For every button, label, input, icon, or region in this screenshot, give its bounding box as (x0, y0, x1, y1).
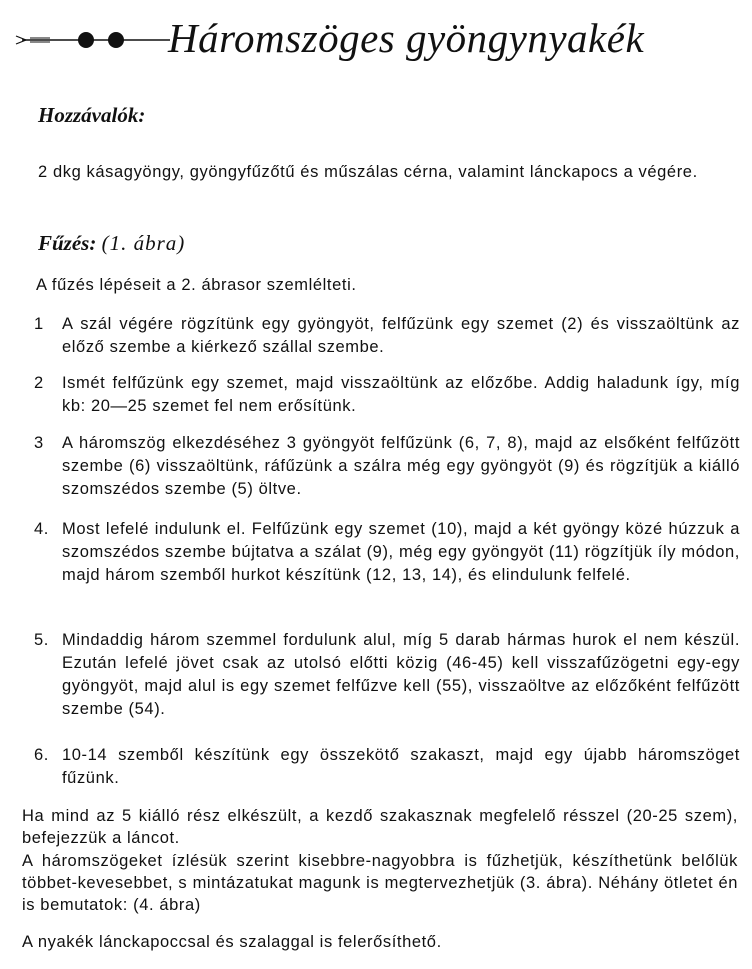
step-number: 5. (34, 631, 49, 649)
ingredients-text: 2 dkg kásagyöngy, gyöngyfűzőtű és műszálas cérna, valamint lánckapocs a végére. (38, 163, 698, 181)
step-number: 1 (34, 315, 44, 333)
step-item (34, 432, 740, 501)
step-item (34, 372, 740, 418)
step-number: 2 (34, 374, 44, 392)
step-item (34, 629, 740, 721)
closing-paragraph: A nyakék lánckapoccsal és szalaggal is felerősíthető. (22, 933, 442, 951)
step-number: 6. (34, 746, 49, 764)
threading-heading-label: Fűzés: (38, 231, 97, 255)
step-number: 3 (34, 434, 44, 452)
step-text: A szál végére rögzítünk egy gyöngyöt, felfűzünk egy szemet (2) és visszaöltünk az előző szembe a kiérkező szállal szembe. (62, 315, 740, 356)
step-text: Most lefelé indulunk el. Felfűzünk egy szemet (10), majd a két gyöngy közé húzzuk a szomszédos szembe bújtatva a szálat (9), még egy gyöngyöt (11) rögzítjük íly módon, majd három szemből hurkot készítünk (12, 13, 14), és elindulunk felfelé. (62, 520, 740, 584)
page-title: Háromszöges gyöngynyakék (168, 15, 645, 61)
bead-ornament-icon (14, 30, 174, 50)
closing-paragraph: A háromszögeket ízlésük szerint kisebbre-nagyobbra is fűzhetjük, készíthetünk belőlük többet-kevesebbet, s mintázatukat magunk is megtervezhetjük (3. ábra). Néhány ötletet én is bemutatok: (4. ábra) (22, 852, 738, 914)
step-item (34, 518, 740, 587)
threading-heading (38, 231, 185, 256)
page-header (14, 8, 744, 64)
step-text: Ismét felfűzünk egy szemet, majd visszaöltünk az előzőbe. Addig haladunk így, míg kb: 20—25 szemet fel nem erősítünk. (62, 374, 740, 415)
threading-heading-figure-ref: (1. ábra) (101, 231, 186, 255)
threading-intro: A fűzés lépéseit a 2. ábrasor szemlélteti. (36, 276, 357, 294)
step-number: 4. (34, 520, 49, 538)
step-text: Mindaddig három szemmel fordulunk alul, míg 5 darab hármas hurok el nem készül. Ezután lefelé jövet csak az utolsó előtti közig (46-45) kell visszafűzögetni egy-egy gyöngyöt, majd alul is egy szemet felfűzve kell (55), visszaöltve az előzőként felfűzött szembe (54). (62, 631, 740, 718)
step-item (34, 313, 740, 359)
closing-paragraph: Ha mind az 5 kiálló rész elkészült, a kezdő szakasznak megfelelő résszel (20-25 szem), befejezzük a láncot. (22, 807, 738, 847)
ingredients-heading: Hozzávalók: (38, 103, 146, 127)
step-item (34, 744, 740, 790)
step-text: A háromszög elkezdéséhez 3 gyöngyöt felfűzünk (6, 7, 8), majd az elsőként felfűzött szembe (6) visszaöltünk, ráfűzünk a szálra még egy gyöngyöt (9) és rögzítjük a kiálló szomszédos szembe (5) öltve. (62, 434, 740, 498)
step-text: 10-14 szemből készítünk egy összekötő szakaszt, majd egy újabb háromszöget fűzünk. (62, 746, 740, 787)
